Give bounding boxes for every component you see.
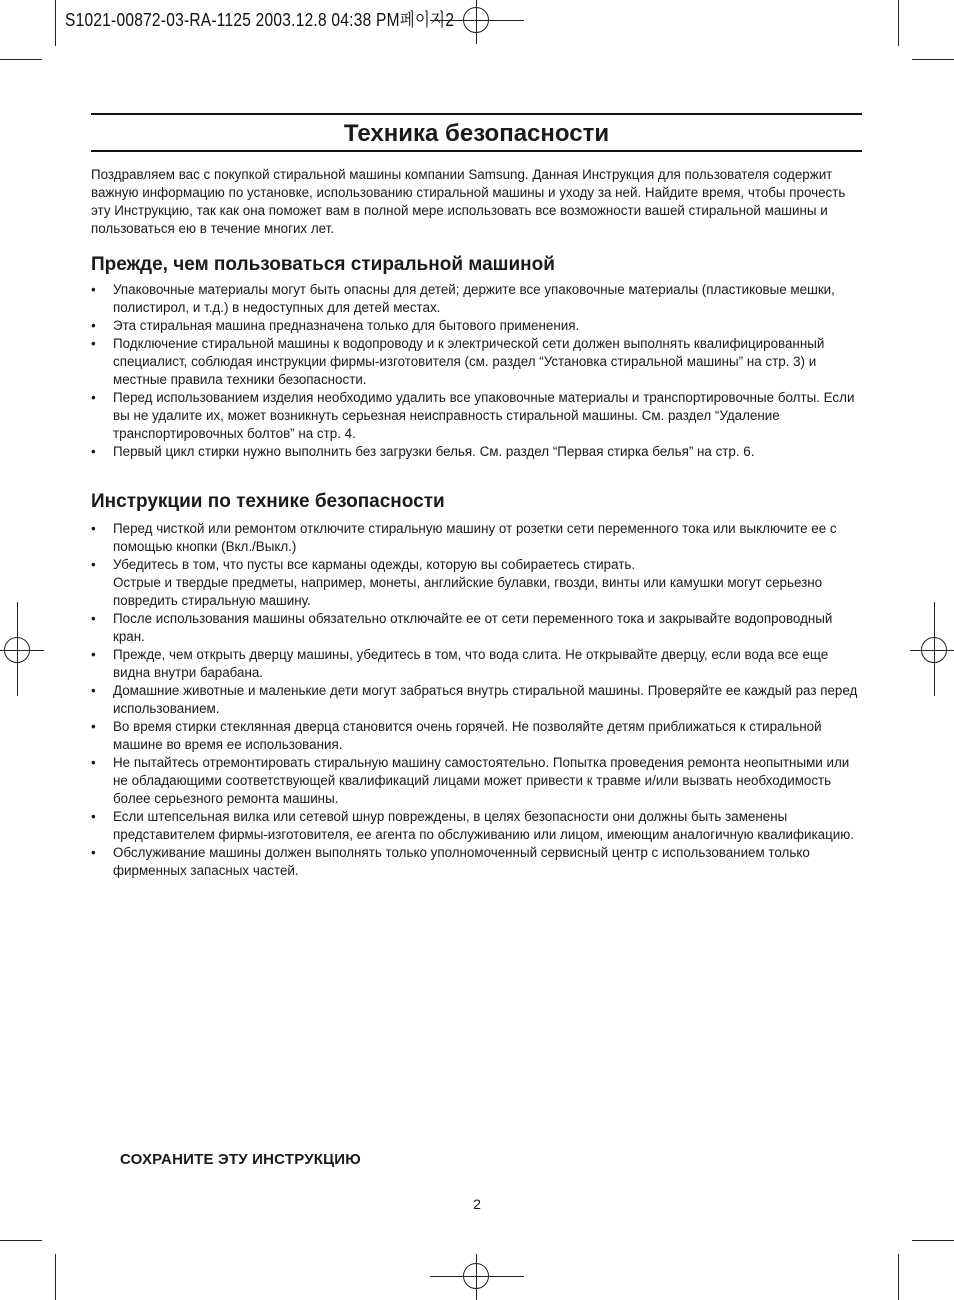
list-item: • Прежде, чем открыть дверцу машины, убедитесь в том, что вода слита. Не открывайте дверцу, если вода все еще видна внутри барабана. xyxy=(91,646,865,682)
save-instructions-note: СОХРАНИТЕ ЭТУ ИНСТРУКЦИЮ xyxy=(120,1151,361,1168)
list-item: • Если штепсельная вилка или сетевой шнур повреждены, в целях безопасности они должны быть заменены представителем фирмы-изготовителя, ее агента по обслуживанию или лицом, имеющим аналогичную квалификацию. xyxy=(91,808,865,844)
list-item: • Подключение стиральной машины к водопроводу и к электрической сети должен выполнять квалифицированный специалист, соблюдая инструкции фирмы-изготовителя (см. раздел “Установка стиральной машины” на стр. 3) и местные правила техники безопасности. xyxy=(91,335,865,389)
crop-mark xyxy=(55,0,56,46)
registration-mark xyxy=(921,637,947,663)
list-item: • Не пытайтесь отремонтировать стиральную машину самостоятельно. Попытка проведения ремонта неопытными или не обладающими соответствующей квалификаций лицами может привести к травме и/или вызвать необходимость более серьезного ремонта машины. xyxy=(91,754,865,808)
list-item: • Первый цикл стирки нужно выполнить без загрузки белья. См. раздел “Первая стирка белья” на стр. 6. xyxy=(91,443,865,461)
title-rule-bottom xyxy=(91,150,862,152)
list-item: • Эта стиральная машина предназначена только для бытового применения. xyxy=(91,317,865,335)
list-item: • Убедитесь в том, что пусты все карманы одежды, которую вы собираетесь стирать. Острые и твердые предметы, например, монеты, английские булавки, гвозди, винты или камушки могут серьезно повредить стиральную машину. xyxy=(91,556,865,610)
intro-paragraph: Поздравляем вас с покупкой стиральной машины компании Samsung. Данная Инструкция для пользователя содержит важную информацию по установке, использованию стиральной машины и уходу за ней. Найдите время, чтобы прочесть эту Инструкцию, так как она поможет вам в полной мере использовать все возможности вашей стиральной машины и пользоваться ею в течение многих лет. xyxy=(91,167,846,236)
registration-mark xyxy=(4,637,30,663)
crop-mark xyxy=(898,1254,899,1300)
crop-mark xyxy=(55,1254,56,1300)
title-rule-top xyxy=(91,113,862,115)
crop-mark xyxy=(898,0,899,46)
print-slug: S1021-00872-03-RA-1125 2003.12.8 04:38 PM페이지2 xyxy=(65,10,455,30)
crop-mark xyxy=(912,1240,954,1241)
list-item: • Перед использованием изделия необходимо удалить все упаковочные материалы и транспортировочные болты. Если вы не удалите их, может возникнуть серьезная неисправность стиральной машины. См. раздел “Удаление транспортировочных болтов” на стр. 4. xyxy=(91,389,865,443)
list-item: • Упаковочные материалы могут быть опасны для детей; держите все упаковочные материалы (пластиковые мешки, полистирол, и т.д.) в недоступных для детей местах. xyxy=(91,281,865,317)
page-title: Техника безопасности xyxy=(343,120,610,147)
section-heading-safety-instructions: Инструкции по технике безопасности xyxy=(91,491,445,512)
safety-instructions-list xyxy=(91,520,865,880)
list-item: • Домашние животные и маленькие дети могут забраться внутрь стиральной машины. Проверяйте ее каждый раз перед использованием. xyxy=(91,682,865,718)
before-use-list xyxy=(91,281,865,461)
section-heading-before-use: Прежде, чем пользоваться стиральной машиной xyxy=(91,254,555,275)
list-item: • Обслуживание машины должен выполнять только уполномоченный сервисный центр с использованием только фирменных запасных частей. xyxy=(91,844,865,880)
crop-mark xyxy=(0,1240,42,1241)
list-item: • Перед чисткой или ремонтом отключите стиральную машину от розетки сети переменного тока или выключите ее с помощью кнопки (Вкл./Выкл.) xyxy=(91,520,865,556)
list-item: • Во время стирки стеклянная дверца становится очень горячей. Не позволяйте детям приближаться к стиральной машине во время ее использования. xyxy=(91,718,865,754)
crop-mark xyxy=(912,59,954,60)
registration-mark xyxy=(463,1263,489,1289)
registration-mark xyxy=(463,7,489,33)
page-number: 2 xyxy=(473,1196,481,1212)
crop-mark xyxy=(0,59,42,60)
list-item: • После использования машины обязательно отключайте ее от сети переменного тока и закрывайте водопроводный кран. xyxy=(91,610,865,646)
